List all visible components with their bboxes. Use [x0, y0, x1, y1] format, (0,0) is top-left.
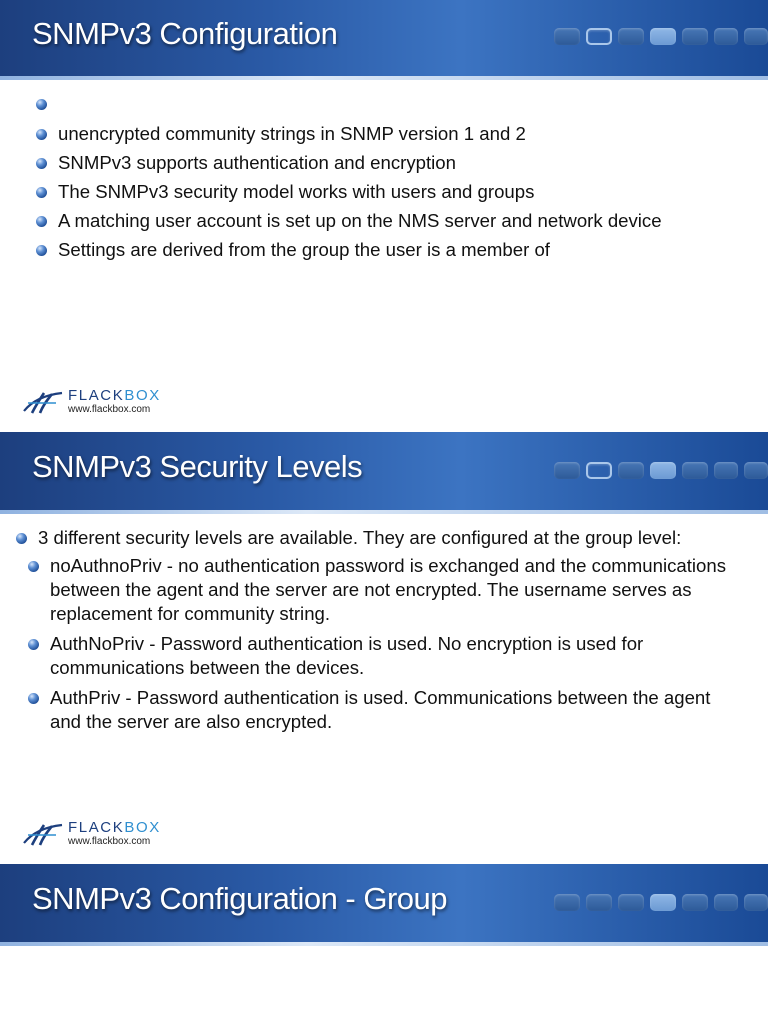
- logo-name: FLACKBOX: [68, 387, 161, 404]
- security-level-item: [26, 686, 741, 734]
- slide-progress-dots: [554, 462, 768, 479]
- security-levels-sublist: [26, 554, 741, 734]
- bullet-list: [34, 92, 754, 262]
- progress-dot: [714, 28, 738, 45]
- progress-dot: [682, 28, 708, 45]
- security-level-item: [26, 632, 741, 680]
- progress-dot: [618, 28, 644, 45]
- progress-dot: [744, 894, 768, 911]
- bullet-item-intro: [14, 526, 764, 550]
- bullet-item: [34, 151, 754, 175]
- progress-dot: [554, 28, 580, 45]
- progress-dot: [554, 462, 580, 479]
- slide-snmpv3-configuration: [0, 0, 768, 432]
- logo-url: www.flackbox.com: [68, 404, 151, 415]
- slide-title-banner: [0, 864, 768, 946]
- slide-title: SNMPv3 Security Levels: [32, 449, 363, 484]
- security-level-item: [26, 554, 741, 626]
- slide-snmpv3-security-levels: [0, 432, 768, 864]
- progress-dot: [554, 894, 580, 911]
- progress-dot: [714, 462, 738, 479]
- slide-progress-dots: [554, 894, 768, 911]
- slide-title: SNMPv3 Configuration: [32, 16, 338, 51]
- bullet-text: 3 different security levels are available. They are configured at the group level:: [38, 527, 682, 548]
- flackbox-logo-icon: [22, 821, 66, 847]
- progress-dot: [618, 462, 644, 479]
- logo-url: www.flackbox.com: [68, 836, 151, 847]
- slide-title: SNMPv3 Configuration - Group: [32, 881, 448, 916]
- progress-dot: [618, 894, 644, 911]
- progress-dot-current: [586, 462, 612, 479]
- progress-dot: [682, 894, 708, 911]
- security-level-text: AuthNoPriv - Password authentication is used. No encryption is used for communications between the devices.: [50, 633, 644, 678]
- bullet-item: [34, 92, 754, 116]
- bullet-item: [34, 180, 754, 204]
- progress-dot: [744, 462, 768, 479]
- progress-dot: [586, 894, 612, 911]
- progress-dot-highlight: [650, 894, 676, 911]
- bullet-text: unencrypted community strings in SNMP version 1 and 2: [58, 123, 526, 144]
- bullet-text: Settings are derived from the group the user is a member of: [58, 239, 550, 260]
- bullet-item: [34, 209, 754, 233]
- security-levels-list: [14, 526, 764, 550]
- flackbox-logo: [22, 388, 161, 416]
- bullet-text: SNMPv3 supports authentication and encryption: [58, 152, 456, 173]
- progress-dot: [714, 894, 738, 911]
- flackbox-logo: [22, 820, 161, 848]
- bullet-item: [34, 238, 754, 262]
- progress-dot-highlight: [650, 462, 676, 479]
- progress-dot-highlight: [650, 28, 676, 45]
- progress-dot: [682, 462, 708, 479]
- security-level-text: noAuthnoPriv - no authentication password is exchanged and the communications between the agent and the server are not encrypted. The username serves as replacement for community string.: [50, 555, 726, 624]
- progress-dot: [744, 28, 768, 45]
- progress-dot-current: [586, 28, 612, 45]
- slide-snmpv3-configuration-group: [0, 864, 768, 1024]
- flackbox-logo-icon: [22, 389, 66, 415]
- bullet-text: The SNMPv3 security model works with users and groups: [58, 181, 535, 202]
- bullet-text: A matching user account is set up on the NMS server and network device: [58, 210, 662, 231]
- slide-title-banner: [0, 0, 768, 80]
- slide-title-banner: [0, 432, 768, 514]
- security-level-text: AuthPriv - Password authentication is used. Communications between the agent and the server are also encrypted.: [50, 687, 711, 732]
- bullet-continuation: [34, 122, 754, 146]
- logo-name: FLACKBOX: [68, 819, 161, 836]
- slide-progress-dots: [554, 28, 768, 45]
